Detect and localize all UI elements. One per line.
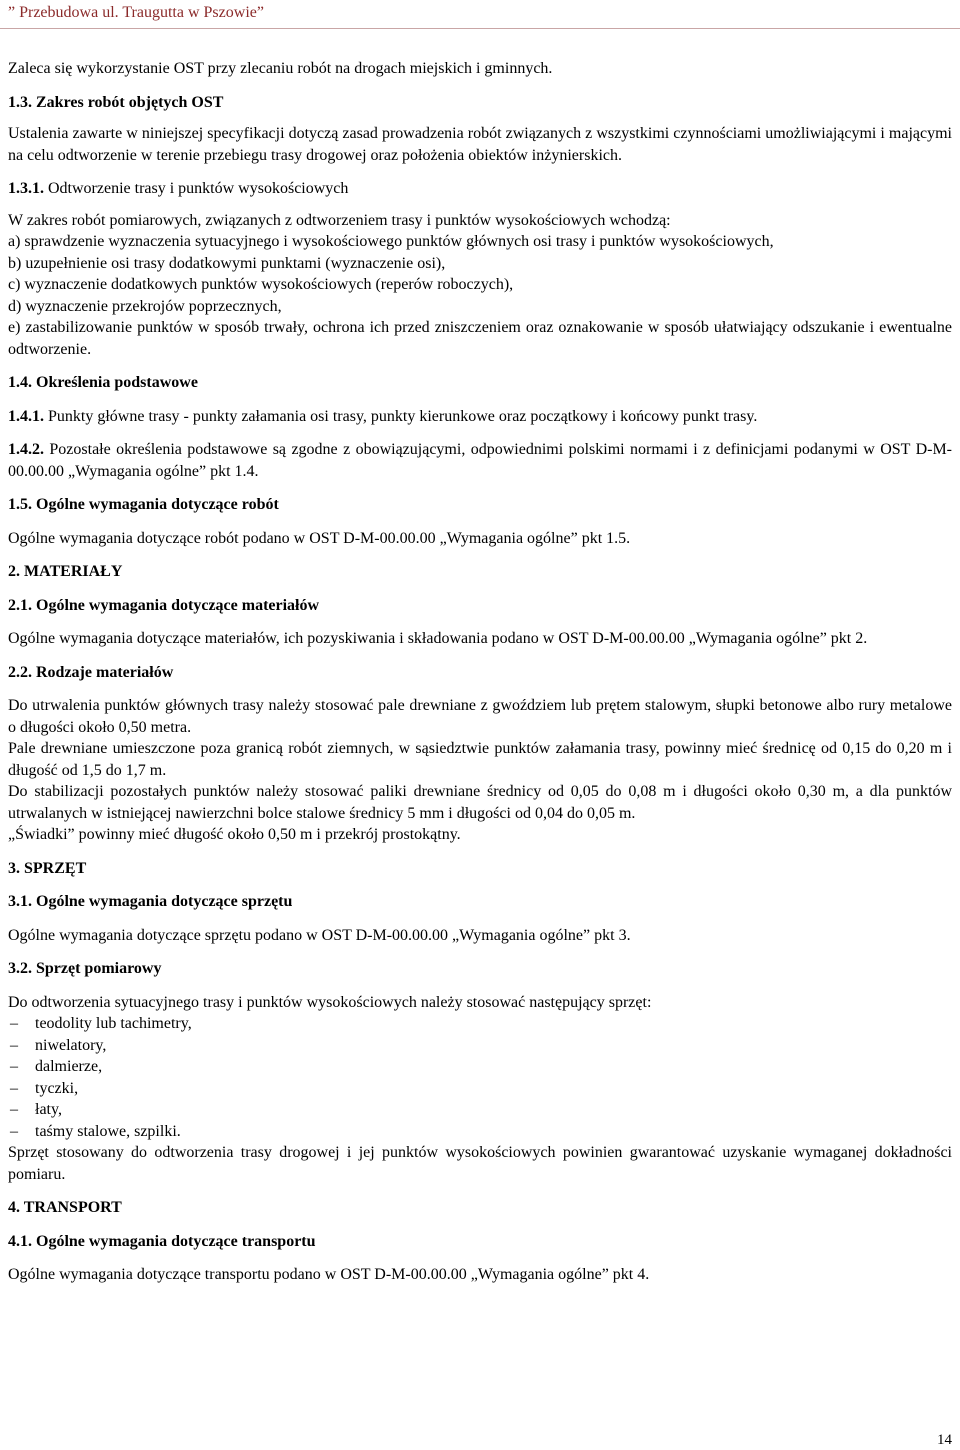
section-2-2-paragraph: Pale drewniane umieszczone poza granicą robót ziemnych, w sąsiedztwie punktów załamania trasy, powinny mieć średnicę od 0,15 do 0,20 m i długość od 1,5 do 1,7 m. bbox=[8, 740, 952, 779]
list-item: d) wyznaczenie przekrojów poprzecznych, bbox=[8, 297, 282, 315]
section-2-2-heading: 2.2. Rodzaje materiałów bbox=[8, 663, 174, 681]
section-1-4-2-number: 1.4.2. bbox=[8, 441, 44, 458]
section-1-3-title: Zakres robót objętych OST bbox=[32, 93, 224, 111]
dash-bullet-icon: – bbox=[10, 1079, 18, 1097]
section-3-heading: 3. SPRZĘT bbox=[8, 859, 87, 877]
list-item: – łaty, bbox=[8, 1099, 952, 1121]
section-2-heading: 2. MATERIAŁY bbox=[8, 563, 123, 580]
section-2-1-heading: 2.1. Ogólne wymagania dotyczące materiałów bbox=[8, 596, 320, 614]
section-1-3-1-title: Odtworzenie trasy i punktów wysokościowych bbox=[44, 180, 349, 197]
section-1-5-text: Ogólne wymagania dotyczące robót podano w OST D-M-00.00.00 „Wymagania ogólne” pkt 1.5. bbox=[8, 529, 631, 547]
section-1-4-heading: 1.4. Określenia podstawowe bbox=[8, 374, 198, 391]
dash-bullet-icon: – bbox=[10, 1058, 18, 1075]
section-3-2-intro: Do odtworzenia sytuacyjnego trasy i punktów wysokościowych należy stosować następujący sprzęt: bbox=[8, 993, 652, 1011]
list-item: – taśmy stalowe, szpilki. bbox=[8, 1121, 952, 1143]
section-1-3-heading bbox=[8, 92, 952, 114]
document-body bbox=[8, 58, 952, 1286]
list-item: a) sprawdzenie wyznaczenia sytuacyjnego i wysokościowego punktów głównych osi trasy i punktów wysokościowych, bbox=[8, 233, 774, 250]
section-4-1-heading: 4.1. Ogólne wymagania dotyczące transportu bbox=[8, 1232, 316, 1250]
dash-bullet-icon: – bbox=[10, 1015, 18, 1032]
section-2-1-text: Ogólne wymagania dotyczące materiałów, ich pozyskiwania i składowania podano w OST D-M-00.00.00 „Wymagania ogólne” pkt 2. bbox=[8, 630, 868, 647]
dash-bullet-icon: – bbox=[10, 1122, 18, 1140]
section-1-3-1-number: 1.3.1. bbox=[8, 180, 44, 197]
section-2-2-paragraph: Do stabilizacji pozostałych punktów należy stosować paliki drewniane średnicy od 0,05 do 0,08 m i długości około 0,30 m, a dla punktów utrwalanych w istniejącej nawierzchni bolce stalowe średnicy 5 mm i długości od 0,04 do 0,05 m. bbox=[8, 783, 952, 822]
section-1-4-1 bbox=[8, 406, 952, 428]
section-1-3-1-intro: W zakres robót pomiarowych, związanych z odtworzeniem trasy i punktów wysokościowych wchodzą: bbox=[8, 211, 671, 229]
section-4-heading: 4. TRANSPORT bbox=[8, 1199, 122, 1216]
section-3-1-text: Ogólne wymagania dotyczące sprzętu podano w OST D-M-00.00.00 „Wymagania ogólne” pkt 3. bbox=[8, 926, 631, 944]
section-1-4-2-text: Pozostałe określenia podstawowe są zgodne z obowiązującymi, odpowiednimi polskimi normami i z definicjami podanymi w OST D-M-00.00.00 „Wymagania ogólne” pkt 1.4. bbox=[8, 441, 952, 480]
section-1-3-number: 1.3. bbox=[8, 93, 32, 111]
section-2-2-paragraph: „Świadki” powinny mieć długość około 0,50 m i przekrój prostokątny. bbox=[8, 826, 461, 843]
section-1-4-1-number: 1.4.1. bbox=[8, 407, 44, 425]
section-2-2-paragraph: Do utrwalenia punktów głównych trasy należy stosować pale drewniane z gwoździem lub prętem stalowym, słupki betonowe albo rury metalowe o długości około 0,50 metra. bbox=[8, 697, 952, 736]
header-rule bbox=[0, 28, 960, 29]
running-header: ” Przebudowa ul. Traugutta w Pszowie” bbox=[8, 4, 264, 21]
dash-bullet-icon: – bbox=[10, 1101, 18, 1118]
list-item: – niwelatory, bbox=[8, 1035, 952, 1057]
list-item: c) wyznaczenie dodatkowych punktów wysokościowych (reperów roboczych), bbox=[8, 276, 514, 293]
section-4-1-text: Ogólne wymagania dotyczące transportu podano w OST D-M-00.00.00 „Wymagania ogólne” pkt 4. bbox=[8, 1266, 650, 1283]
dash-bullet-icon: – bbox=[10, 1036, 18, 1054]
section-3-2-outro: Sprzęt stosowany do odtworzenia trasy drogowej i jej punktów wysokościowych powinien gwarantować uzyskanie wymaganej dokładności pomiaru. bbox=[8, 1144, 952, 1183]
section-1-3-text: Ustalenia zawarte w niniejszej specyfikacji dotyczą zasad prowadzenia robót związanych z wszystkimi czynnościami umożliwiającymi i mającymi na celu odtworzenie w terenie przebiegu trasy drogowej oraz położenia obiektów inżynierskich. bbox=[8, 125, 952, 164]
list-item: – tyczki, bbox=[8, 1078, 952, 1100]
section-3-1-heading: 3.1. Ogólne wymagania dotyczące sprzętu bbox=[8, 893, 293, 910]
section-3-2-heading: 3.2. Sprzęt pomiarowy bbox=[8, 960, 162, 977]
section-1-3-1-heading bbox=[8, 178, 952, 200]
equipment-list bbox=[8, 1013, 952, 1142]
survey-scope-list bbox=[8, 231, 952, 360]
list-item: – dalmierze, bbox=[8, 1056, 952, 1078]
list-item: – teodolity lub tachimetry, bbox=[8, 1013, 952, 1035]
section-1-4-1-text: Punkty główne trasy - punkty załamania osi trasy, punkty kierunkowe oraz początkowy i końcowy punkt trasy. bbox=[44, 407, 758, 425]
list-item: e) zastabilizowanie punktów w sposób trwały, ochrona ich przed zniszczeniem oraz oznakowanie w sposób ułatwiający odszukanie i ewentualne odtworzenie. bbox=[8, 319, 952, 358]
list-item: b) uzupełnienie osi trasy dodatkowymi punktami (wyznaczenie osi), bbox=[8, 254, 446, 272]
intro-paragraph: Zaleca się wykorzystanie OST przy zlecaniu robót na drogach miejskich i gminnych. bbox=[8, 60, 553, 77]
section-1-4-2 bbox=[8, 439, 952, 482]
page-number: 14 bbox=[937, 1432, 952, 1448]
section-1-5-heading: 1.5. Ogólne wymagania dotyczące robót bbox=[8, 496, 279, 513]
